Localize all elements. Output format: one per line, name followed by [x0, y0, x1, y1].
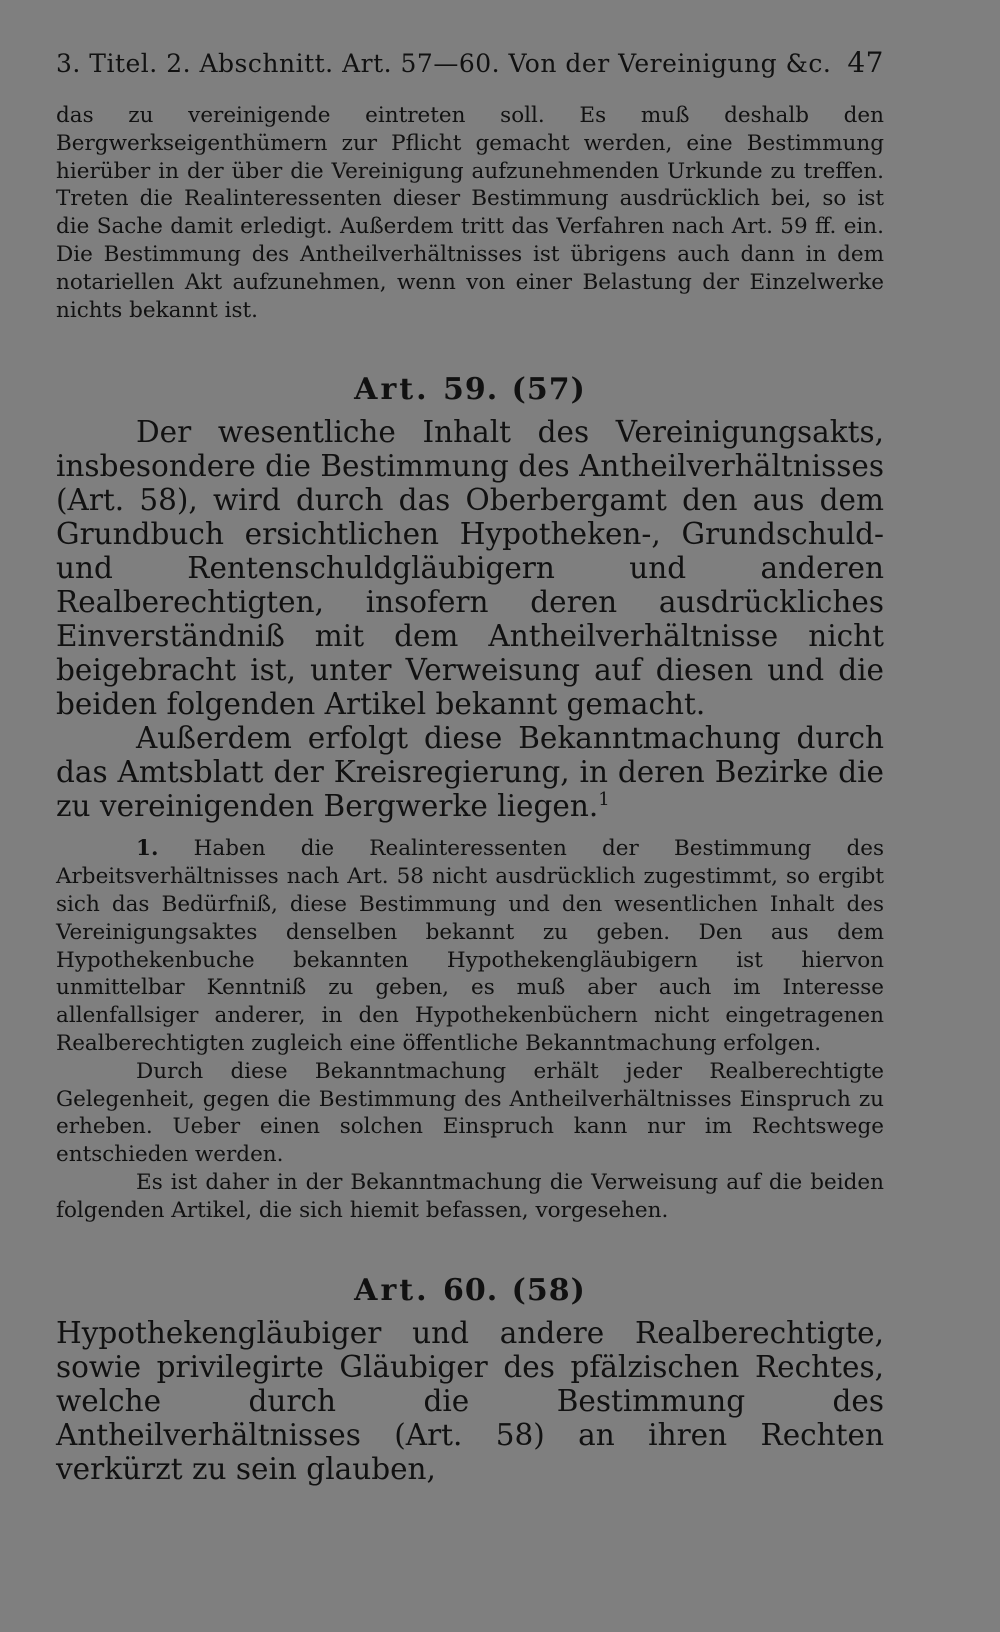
note-number: 1.	[136, 836, 159, 862]
article-59-paragraph-2	[56, 721, 884, 823]
article-59-paragraph-1: Der wesentliche Inhalt des Vereinigungsakts, insbesondere die Bestimmung des Antheilverhältnisses (Art. 58), wird durch das Oberbergamt den aus dem Grundbuch ersichtlichen Hypotheken-, Grundschuld- und Rentenschuldgläubigern und anderen Realberechtigten, insofern deren ausdrückliches Einverständniß mit dem Antheilverhältnisse nicht beigebracht ist, unter Verweisung auf diesen und die beiden folgenden Artikel bekannt gemacht.	[56, 415, 884, 722]
article-59-heading	[56, 372, 884, 407]
article-59-note-1	[56, 835, 884, 1057]
book-page	[56, 46, 884, 1486]
article-old-number: (58)	[511, 1272, 586, 1308]
article-label: Art.	[354, 1272, 430, 1308]
article-number: 60.	[443, 1272, 499, 1308]
article-label: Art.	[354, 372, 430, 408]
note-1-text: Haben die Realinteressenten der Bestimmung des Arbeitsverhältnisses nach Art. 58 nicht ausdrücklich zugestimmt, so ergibt sich das Bedürfniß, diese Bestimmung und den wesentlichen Inhalt des Vereinigungsaktes denselben bekannt zu geben. Den aus dem Hypothekenbuche bekannten Hypothekengläubigern ist hiervon unmittelbar Kenntniß zu geben, es muß aber auch im Interesse allenfallsiger anderer, in den Hypothekenbüchern nicht eingetragenen Realberechtigten zugleich eine öffentliche Bekanntmachung erfolgen.	[56, 836, 884, 1056]
page-number: 47	[847, 46, 884, 79]
running-header	[56, 46, 884, 88]
article-59-note-2: Durch diese Bekanntmachung erhält jeder Realberechtigte Gelegenheit, gegen die Bestimmung des Antheilverhältnisses Einspruch zu erheben. Ueber einen solchen Einspruch kann nur im Rechtswege entschieden werden.	[56, 1058, 884, 1168]
article-59-note-3: Es ist daher in der Bekanntmachung die Verweisung auf die beiden folgenden Artikel, die sich hiemit befassen, vorgesehen.	[56, 1169, 884, 1223]
article-number: 59.	[443, 372, 499, 408]
running-title: 3. Titel. 2. Abschnitt. Art. 57—60. Von der Vereinigung &c.	[56, 49, 832, 78]
article-60-heading	[56, 1273, 884, 1308]
article-old-number: (57)	[511, 372, 586, 408]
article-59-paragraph-2-text: Außerdem erfolgt diese Bekanntmachung durch das Amtsblatt der Kreisregierung, in deren Bezirke die zu vereinigenden Bergwerke liegen.	[56, 721, 884, 824]
footnote-marker: 1	[598, 789, 610, 811]
article-60-paragraph: Hypothekengläubiger und andere Realberechtigte, sowie privilegirte Gläubiger des pfälzischen Rechtes, welche durch die Bestimmung des Antheilverhältnisses (Art. 58) an ihren Rechten verkürzt zu sein glauben,	[56, 1315, 884, 1486]
continuation-note: das zu vereinigende eintreten soll. Es muß deshalb den Bergwerkseigenthümern zur Pflicht gemacht werden, eine Bestimmung hierüber in der über die Vereinigung aufzunehmenden Urkunde zu treffen. Treten die Realinteressenten dieser Bestimmung ausdrücklich bei, so ist die Sache damit erledigt. Außerdem tritt das Verfahren nach Art. 59 ff. ein. Die Bestimmung des Antheilverhältnisses ist übrigens auch dann in dem notariellen Akt aufzunehmen, wenn von einer Belastung der Einzelwerke nichts bekannt ist.	[56, 103, 884, 323]
